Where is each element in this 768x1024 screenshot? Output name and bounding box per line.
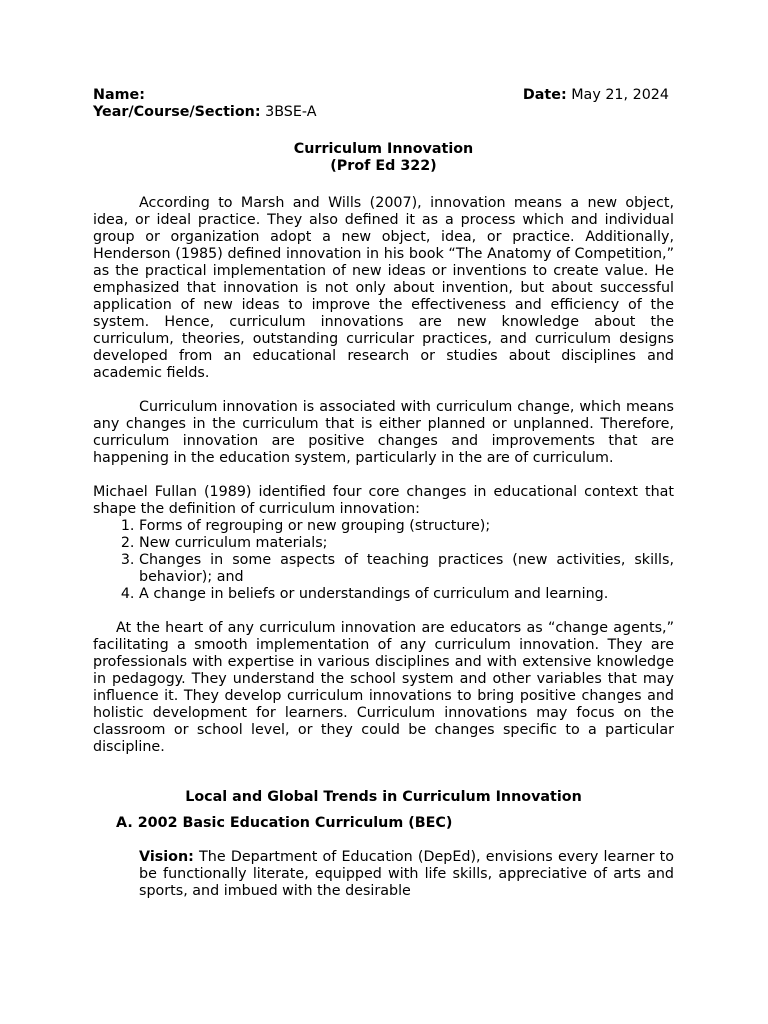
paragraph-curriculum-change: Curriculum innovation is associated with curriculum change, which means any changes in the curriculum that is either planned or unplanned. Therefore, curriculum innovation are positive changes and improvements that are happening in the education system, particularly in the are of curriculum.	[93, 399, 674, 466]
vision-label: Vision:	[139, 849, 194, 865]
list-item: 3. Changes in some aspects of teaching practices (new activities, skills, behavior); and	[139, 552, 674, 586]
list-item: 2. New curriculum materials;	[139, 535, 674, 552]
name-field	[93, 87, 145, 104]
ycs-label: Year/Course/Section:	[93, 104, 261, 120]
section-title: Local and Global Trends in Curriculum Innovation	[185, 789, 582, 805]
list-item: 1. Forms of regrouping or new grouping (structure);	[139, 518, 674, 535]
title-line-2: (Prof Ed 322)	[330, 158, 437, 174]
vision-text: The Department of Education (DepEd), envisions every learner to be functionally literate, equipped with life skills, appreciative of arts and sports, and imbued with the desirable	[139, 849, 674, 899]
document-title	[93, 141, 674, 175]
date-field	[523, 87, 669, 104]
name-label: Name:	[93, 87, 145, 103]
vision-paragraph	[139, 849, 674, 900]
document-body	[93, 87, 674, 900]
subsection-heading: A. 2002 Basic Education Curriculum (BEC)	[116, 815, 453, 831]
list-item: 4. A change in beliefs or understandings of curriculum and learning.	[139, 586, 674, 603]
paragraph-change-agents: At the heart of any curriculum innovation are educators as “change agents,” facilitating a smooth implementation of any curriculum innovation. They are professionals with expertise in various disciplines and with extensive knowledge in pedagogy. They understand the school system and other variables that may influence it. They develop curriculum innovations to bring positive changes and holistic development for learners. Curriculum innovations may focus on the classroom or school level, or they could be changes specific to a particular discipline.	[93, 620, 674, 755]
date-label: Date:	[522, 87, 567, 103]
date-value: May 21, 2024	[571, 87, 669, 103]
year-course-section-field	[93, 104, 674, 121]
paragraph-definition: According to Marsh and Wills (2007), innovation means a new object, idea, or ideal practice. They also defined it as a process which and individual group or organization adopt a new object, idea, or practice. Additionally, Henderson (1985) defined innovation in his book “The Anatomy of Competition,” as the practical implementation of new ideas or inventions to create value. He emphasized that innovation is not only about invention, but about successful application of new ideas to improve the effectiveness and efficiency of the system. Hence, curriculum innovations are new knowledge about the curriculum, theories, outstanding curricular practices, and curriculum designs developed from an educational research or studies about disciplines and academic fields.	[93, 195, 674, 381]
core-changes-list	[93, 518, 674, 603]
paragraph-fullan: Michael Fullan (1989) identified four core changes in educational context that shape the definition of curriculum innovation:	[93, 484, 674, 517]
name-date-row	[93, 87, 674, 104]
title-line-1: Curriculum Innovation	[293, 141, 474, 157]
ycs-value: 3BSE-A	[265, 104, 317, 120]
